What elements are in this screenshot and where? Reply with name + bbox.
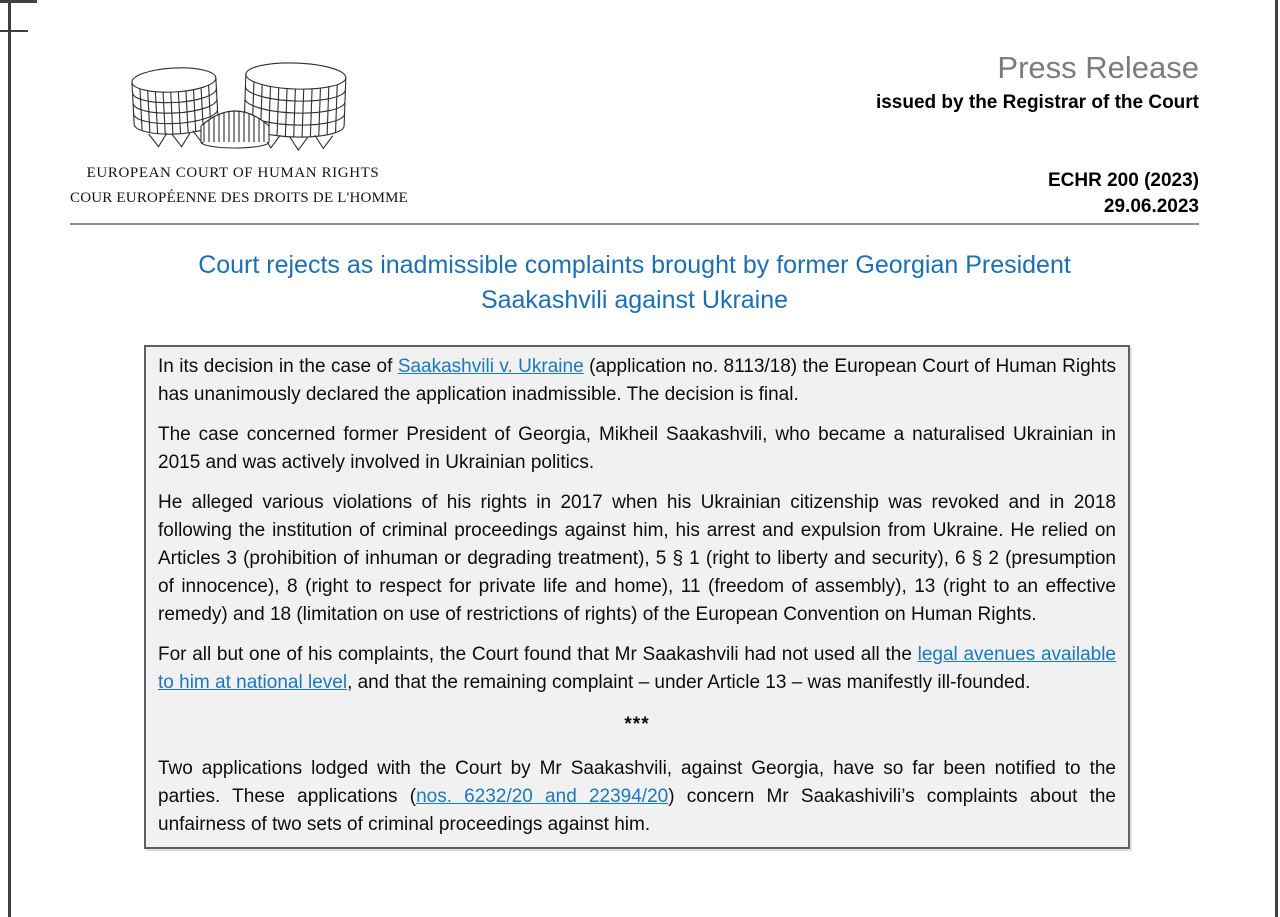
- link-legal-avenues[interactable]: legal avenues available to him at national level: [158, 644, 1116, 693]
- paragraph-findings: [158, 641, 1116, 697]
- link-application-numbers[interactable]: nos. 6232/20 and 22394/20: [416, 786, 669, 807]
- paragraph-case-concerned: The case concerned former President of Georgia, Mikheil Saakashvili, who became a naturalised Ukrainian in 2015 and was actively involved in Ukrainian politics.: [158, 424, 1116, 473]
- org-name-french: COUR EUROPÉENNE DES DROITS DE L'HOMME: [70, 190, 409, 206]
- paragraph-pending-applications: [158, 755, 1116, 839]
- page-title-line2: Saakashvili against Ukraine: [480, 286, 789, 314]
- echr-building-logo: [70, 56, 396, 160]
- paragraph-text: In its decision in the case of: [158, 356, 398, 377]
- asterisk-separator: ***: [624, 714, 650, 735]
- page-edge-left: [8, 0, 11, 917]
- paragraph-text: , and that the remaining complaint – under Article 13 – was manifestly ill-founded.: [347, 672, 1031, 693]
- page-title: [70, 248, 1199, 318]
- link-saakashvili-v-ukraine[interactable]: Saakashvili v. Ukraine: [397, 356, 584, 377]
- page-edge-top-tick-2: [0, 30, 28, 32]
- document-reference: ECHR 200 (2023): [1047, 170, 1199, 191]
- paragraph-text: For all but one of his complaints, the Court found that Mr Saakashvili had not used all the: [158, 644, 918, 665]
- header-divider-rule: [70, 223, 1199, 225]
- press-release-label: Press Release: [997, 50, 1199, 85]
- paragraph-text: Two applications lodged with the Court by Mr Saakashvili, against Georgia, have so far been notified to the parties. These applications (: [158, 758, 1116, 807]
- page-edge-right: [1275, 0, 1278, 917]
- issued-by-line: issued by the Registrar of the Court: [875, 92, 1199, 113]
- paragraph-allegations: He alleged various violations of his rights in 2017 when his Ukrainian citizenship was revoked and in 2018 following the institution of criminal proceedings against him, his arrest and expulsion from Ukraine. He relied on Articles 3 (prohibition of inhuman or degrading treatment), 5 § 1 (right to liberty and security), 6 § 2 (presumption of innocence), 8 (right to respect for private life and home), 11 (freedom of assembly), 13 (right to an effective remedy) and 18 (limitation on use of restrictions of rights) of the European Convention on Human Rights.: [158, 492, 1116, 625]
- paragraph-decision: [158, 353, 1116, 409]
- paragraph-text: (application no. 8113/18) the European Court of Human Rights has unanimously declared the application inadmissible. The decision is final.: [158, 356, 1116, 405]
- document-date: 29.06.2023: [1103, 196, 1199, 217]
- header-right-block: [876, 50, 1199, 220]
- paragraph-text: ) concern Mr Saakashivili’s complaints about the unfairness of two sets of criminal proceedings against him.: [158, 786, 1116, 835]
- org-name-english: EUROPEAN COURT OF HUMAN RIGHTS: [86, 165, 380, 181]
- press-quote-box: [144, 345, 1130, 849]
- page-title-line1: Court rejects as inadmissible complaints brought by former Georgian President: [198, 251, 1071, 279]
- page-edge-top-tick: [0, 0, 37, 3]
- echr-logo-block: [70, 56, 409, 209]
